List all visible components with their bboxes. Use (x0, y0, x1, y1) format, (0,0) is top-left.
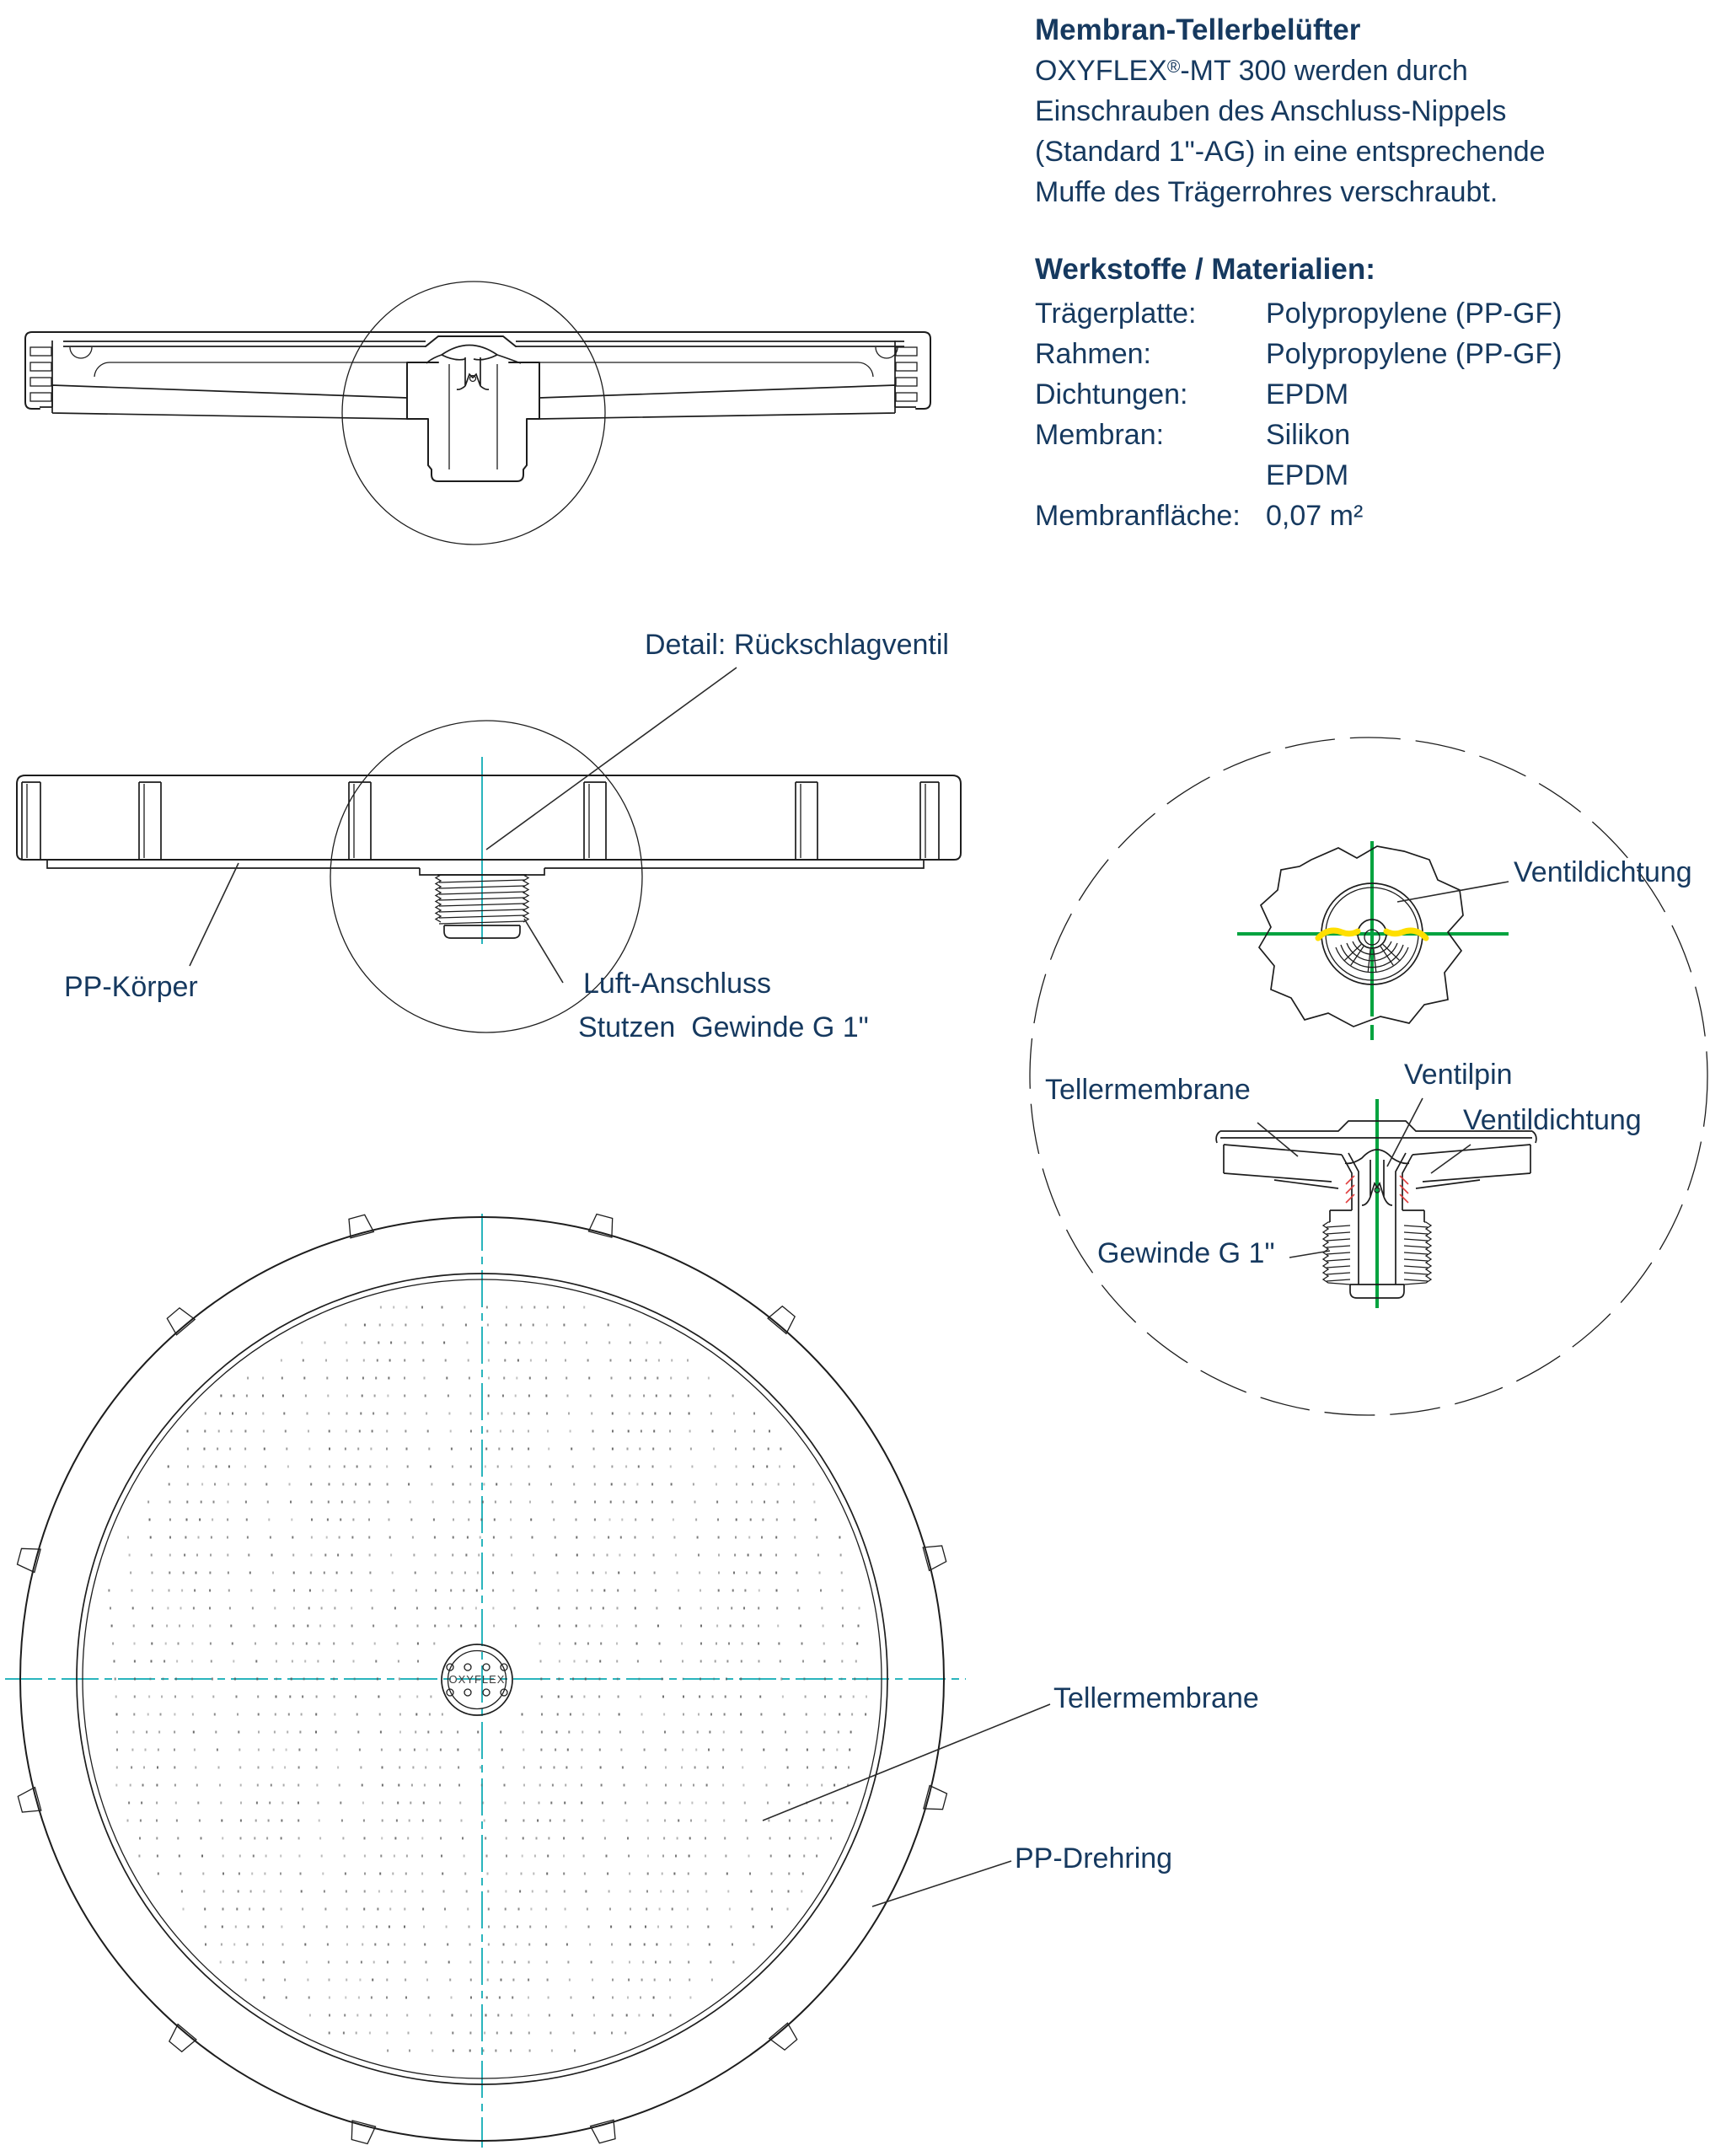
materials-heading: Werkstoffe / Materialien: (1035, 253, 1375, 286)
label-tellermembrane-detail: Tellermembrane (1045, 1074, 1251, 1106)
leader-ventilpin (1387, 1098, 1423, 1166)
label-ventildichtung-side: Ventildichtung (1463, 1104, 1642, 1136)
leader-gewinde-g1 (1289, 1251, 1330, 1258)
leader-tellermembrane-detail (1257, 1123, 1298, 1156)
leader-ventildichtung-side (1431, 1145, 1471, 1173)
detail-indicator-circle-top (342, 282, 605, 544)
table-row: Dichtungen: EPDM (1035, 378, 1349, 410)
table-row: Trägerplatte: Polypropylene (PP-GF) (1035, 298, 1563, 330)
leader-pp-drehring (872, 1861, 1011, 1907)
intro-line-3: (Standard 1"-AG) in eine entsprechende (1035, 136, 1546, 168)
materials-table (1035, 249, 1701, 536)
leader-tellermembrane-main (763, 1704, 1050, 1821)
page-title: Membran-Tellerbelüfter (1035, 13, 1361, 46)
intro-line-1: OXYFLEX®-MT 300 werden durch (1035, 55, 1468, 87)
label-stutzen-gewinde: Stutzen Gewinde G 1" (578, 1011, 869, 1043)
label-tellermembrane-main: Tellermembrane (1053, 1682, 1259, 1714)
leader-detail-rueckschlagventil (486, 668, 737, 850)
intro-line-4: Muffe des Trägerrohres verschraubt. (1035, 176, 1498, 208)
label-gewinde-g1: Gewinde G 1" (1097, 1237, 1275, 1269)
table-row: Membranfläche: 0,07 m² (1035, 500, 1364, 532)
leader-luft-anschluss (524, 919, 563, 983)
label-luft-anschluss: Luft-Anschluss (583, 968, 771, 1000)
title-block (1035, 10, 1692, 212)
plan-view (5, 1214, 1050, 2148)
label-ventildichtung-top: Ventildichtung (1514, 856, 1692, 888)
label-pp-koerper: PP-Körper (64, 971, 198, 1003)
table-row: Rahmen: Polypropylene (PP-GF) (1035, 338, 1563, 370)
intro-line-2: Einschrauben des Anschluss-Nippels (1035, 95, 1507, 127)
oxyflex-logo (442, 1644, 512, 1715)
label-pp-drehring: PP-Drehring (1015, 1842, 1173, 1874)
valve-top-view (1237, 841, 1509, 1040)
registered-mark: ® (1166, 57, 1181, 77)
logo-text: OXYFLEX (448, 1673, 506, 1686)
label-detail-rueckschlagventil: Detail: Rückschlagventil (645, 629, 949, 661)
leader-ventildichtung-top (1397, 882, 1509, 902)
label-ventilpin: Ventilpin (1404, 1059, 1513, 1091)
leader-pp-koerper (190, 863, 239, 966)
cross-section-view (25, 282, 930, 544)
table-row: EPDM (1266, 459, 1349, 491)
table-row: Membran: Silikon (1035, 419, 1351, 451)
